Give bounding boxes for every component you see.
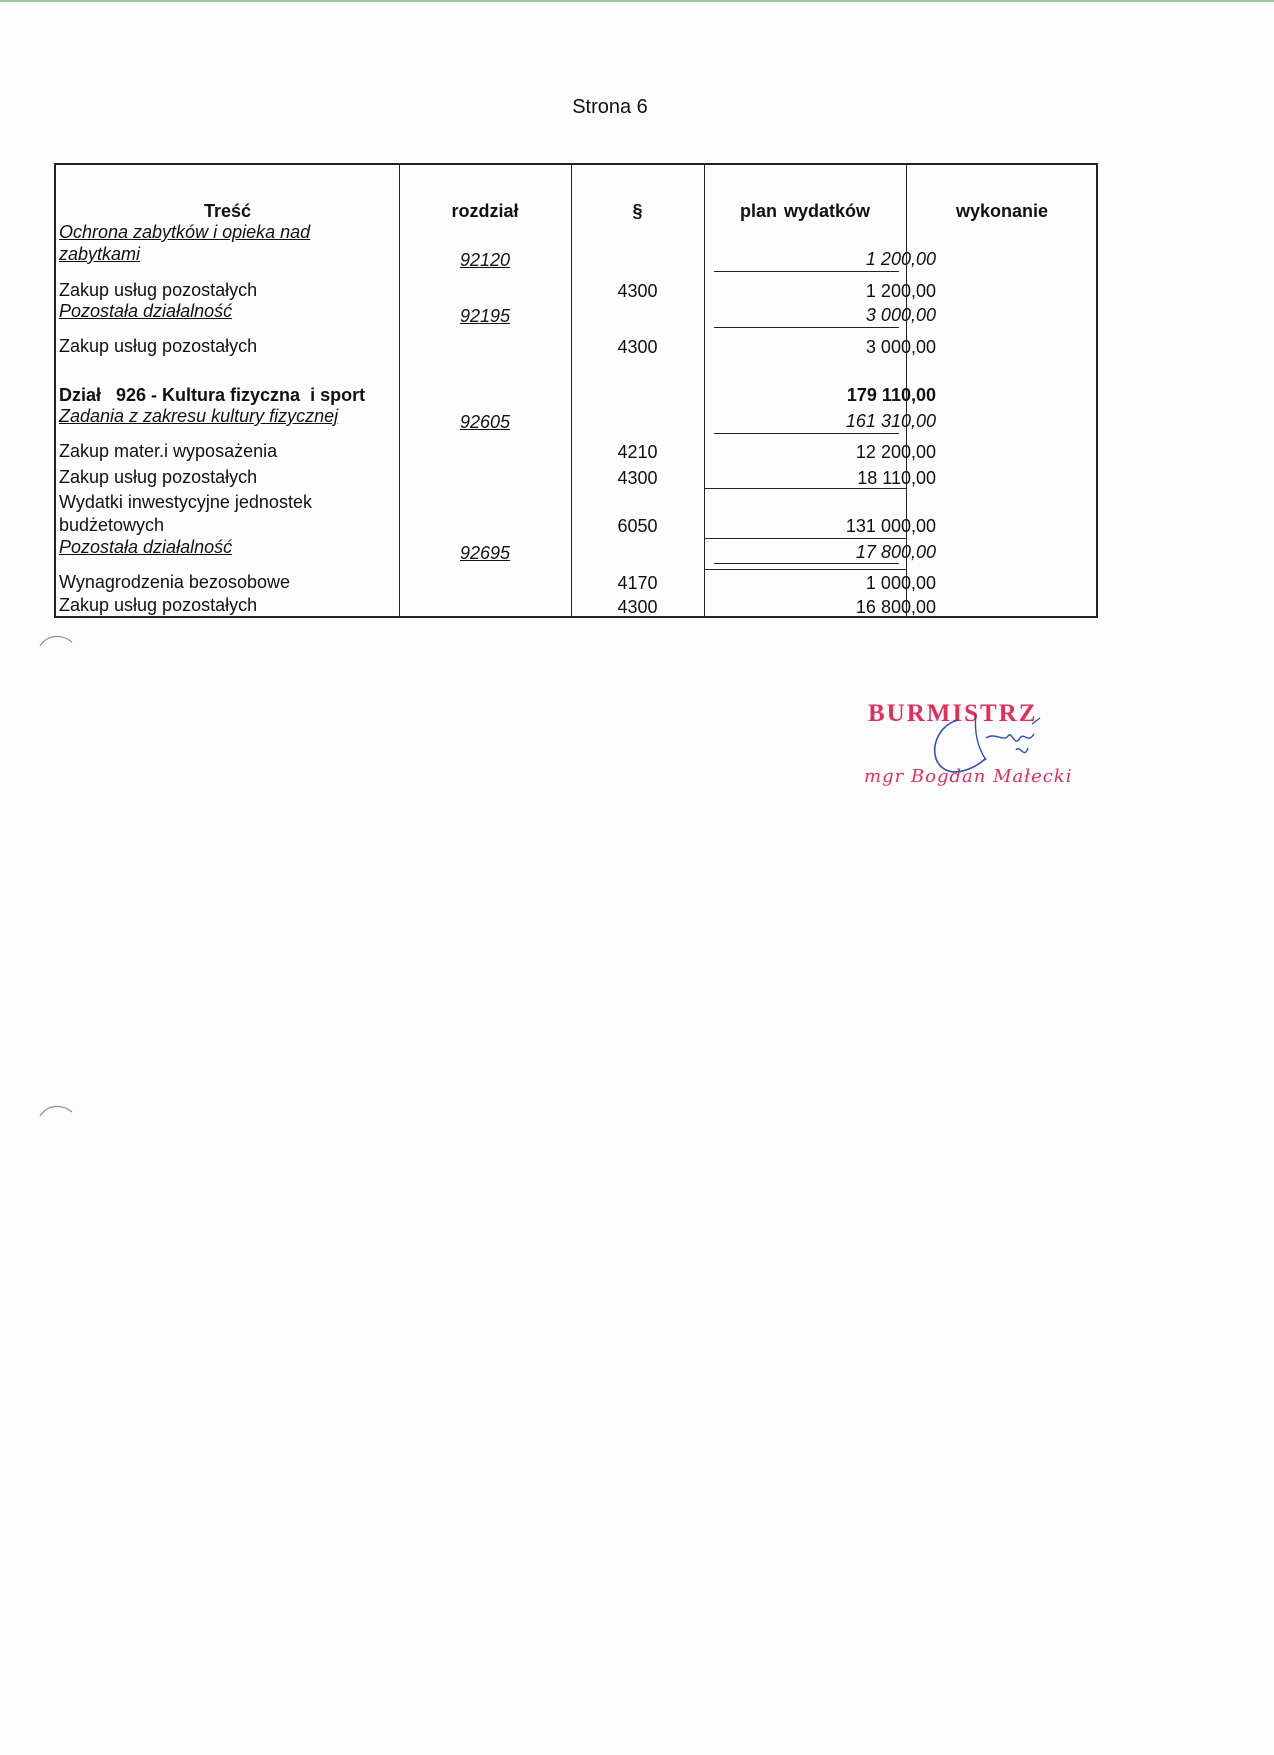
row-paragraf: 4300	[617, 597, 658, 617]
header-plan: plan wydatków	[739, 201, 871, 221]
scan-edge	[0, 0, 1274, 2]
row-tresc: Wynagrodzenia bezosobowe	[59, 572, 290, 592]
row-tresc: Zakup usług pozostałych	[59, 336, 258, 356]
row-rozdzial: 92195	[459, 306, 511, 326]
row-tresc: Zadania z zakresu kultury fizycznej	[59, 406, 339, 426]
scan-mark	[36, 630, 76, 650]
signature	[916, 708, 1066, 788]
subtotal-rule	[714, 271, 899, 272]
row-tresc: Ochrona zabytków i opieka nad	[59, 222, 311, 242]
row-plan: 18 110,00	[857, 468, 936, 488]
row-paragraf: 4300	[617, 468, 658, 488]
stamp-title: BURMISTRZ	[868, 700, 1038, 727]
row-rozdzial: 92605	[459, 412, 511, 432]
row-tresc: Zakup usług pozostałych	[59, 595, 258, 615]
subtotal-rule	[714, 327, 899, 328]
row-plan: 179 110,00	[846, 385, 936, 405]
row-plan: 1 200,00	[865, 249, 936, 269]
row-paragraf: 4210	[617, 442, 658, 462]
row-plan: 3 000,00	[865, 337, 936, 357]
scan-mark	[36, 1100, 76, 1120]
subtotal-rule	[714, 563, 899, 564]
row-tresc: zabytkami	[59, 244, 141, 264]
row-tresc: Pozostała działalność	[59, 301, 233, 321]
header-paragraf: §	[632, 201, 643, 221]
row-plan: 1 200,00	[865, 281, 936, 301]
header-wykonanie: wykonanie	[955, 201, 1049, 221]
column-divider	[704, 165, 705, 616]
budget-table	[54, 163, 1098, 618]
page-number: Strona 6	[572, 96, 648, 118]
row-plan: 16 800,00	[855, 597, 936, 617]
box-rule	[704, 538, 906, 539]
box-rule	[704, 569, 906, 570]
row-tresc: Zakup usług pozostałych	[59, 467, 258, 487]
stamp-name: mgr Bogdan Małecki	[864, 766, 1073, 787]
row-paragraf: 4300	[617, 337, 658, 357]
row-tresc: budżetowych	[59, 515, 165, 535]
row-rozdzial: 92695	[459, 543, 511, 563]
header-tresc: Treść	[203, 201, 252, 221]
header-rozdzial: rozdział	[451, 201, 519, 221]
row-tresc: Zakup usług pozostałych	[59, 280, 258, 300]
official-stamp	[856, 700, 1096, 810]
row-tresc: Wydatki inwestycyjne jednostek	[59, 492, 312, 512]
row-plan: 161 310,00	[845, 411, 936, 431]
row-tresc: Pozostała działalność	[59, 537, 233, 557]
row-paragraf: 4170	[617, 573, 658, 593]
row-paragraf: 6050	[617, 516, 658, 536]
row-tresc: Zakup mater.i wyposażenia	[59, 441, 278, 461]
box-rule	[704, 488, 906, 489]
row-plan: 17 800,00	[855, 542, 936, 562]
section-heading: Dział 926 - Kultura fizyczna i sport	[59, 385, 366, 405]
row-plan: 1 000,00	[865, 573, 936, 593]
row-plan: 131 000,00	[845, 516, 936, 536]
row-rozdzial: 92120	[459, 250, 511, 270]
row-paragraf: 4300	[617, 281, 658, 301]
row-plan: 12 200,00	[855, 442, 936, 462]
column-divider	[571, 165, 572, 616]
row-plan: 3 000,00	[865, 305, 936, 325]
subtotal-rule	[714, 433, 899, 434]
